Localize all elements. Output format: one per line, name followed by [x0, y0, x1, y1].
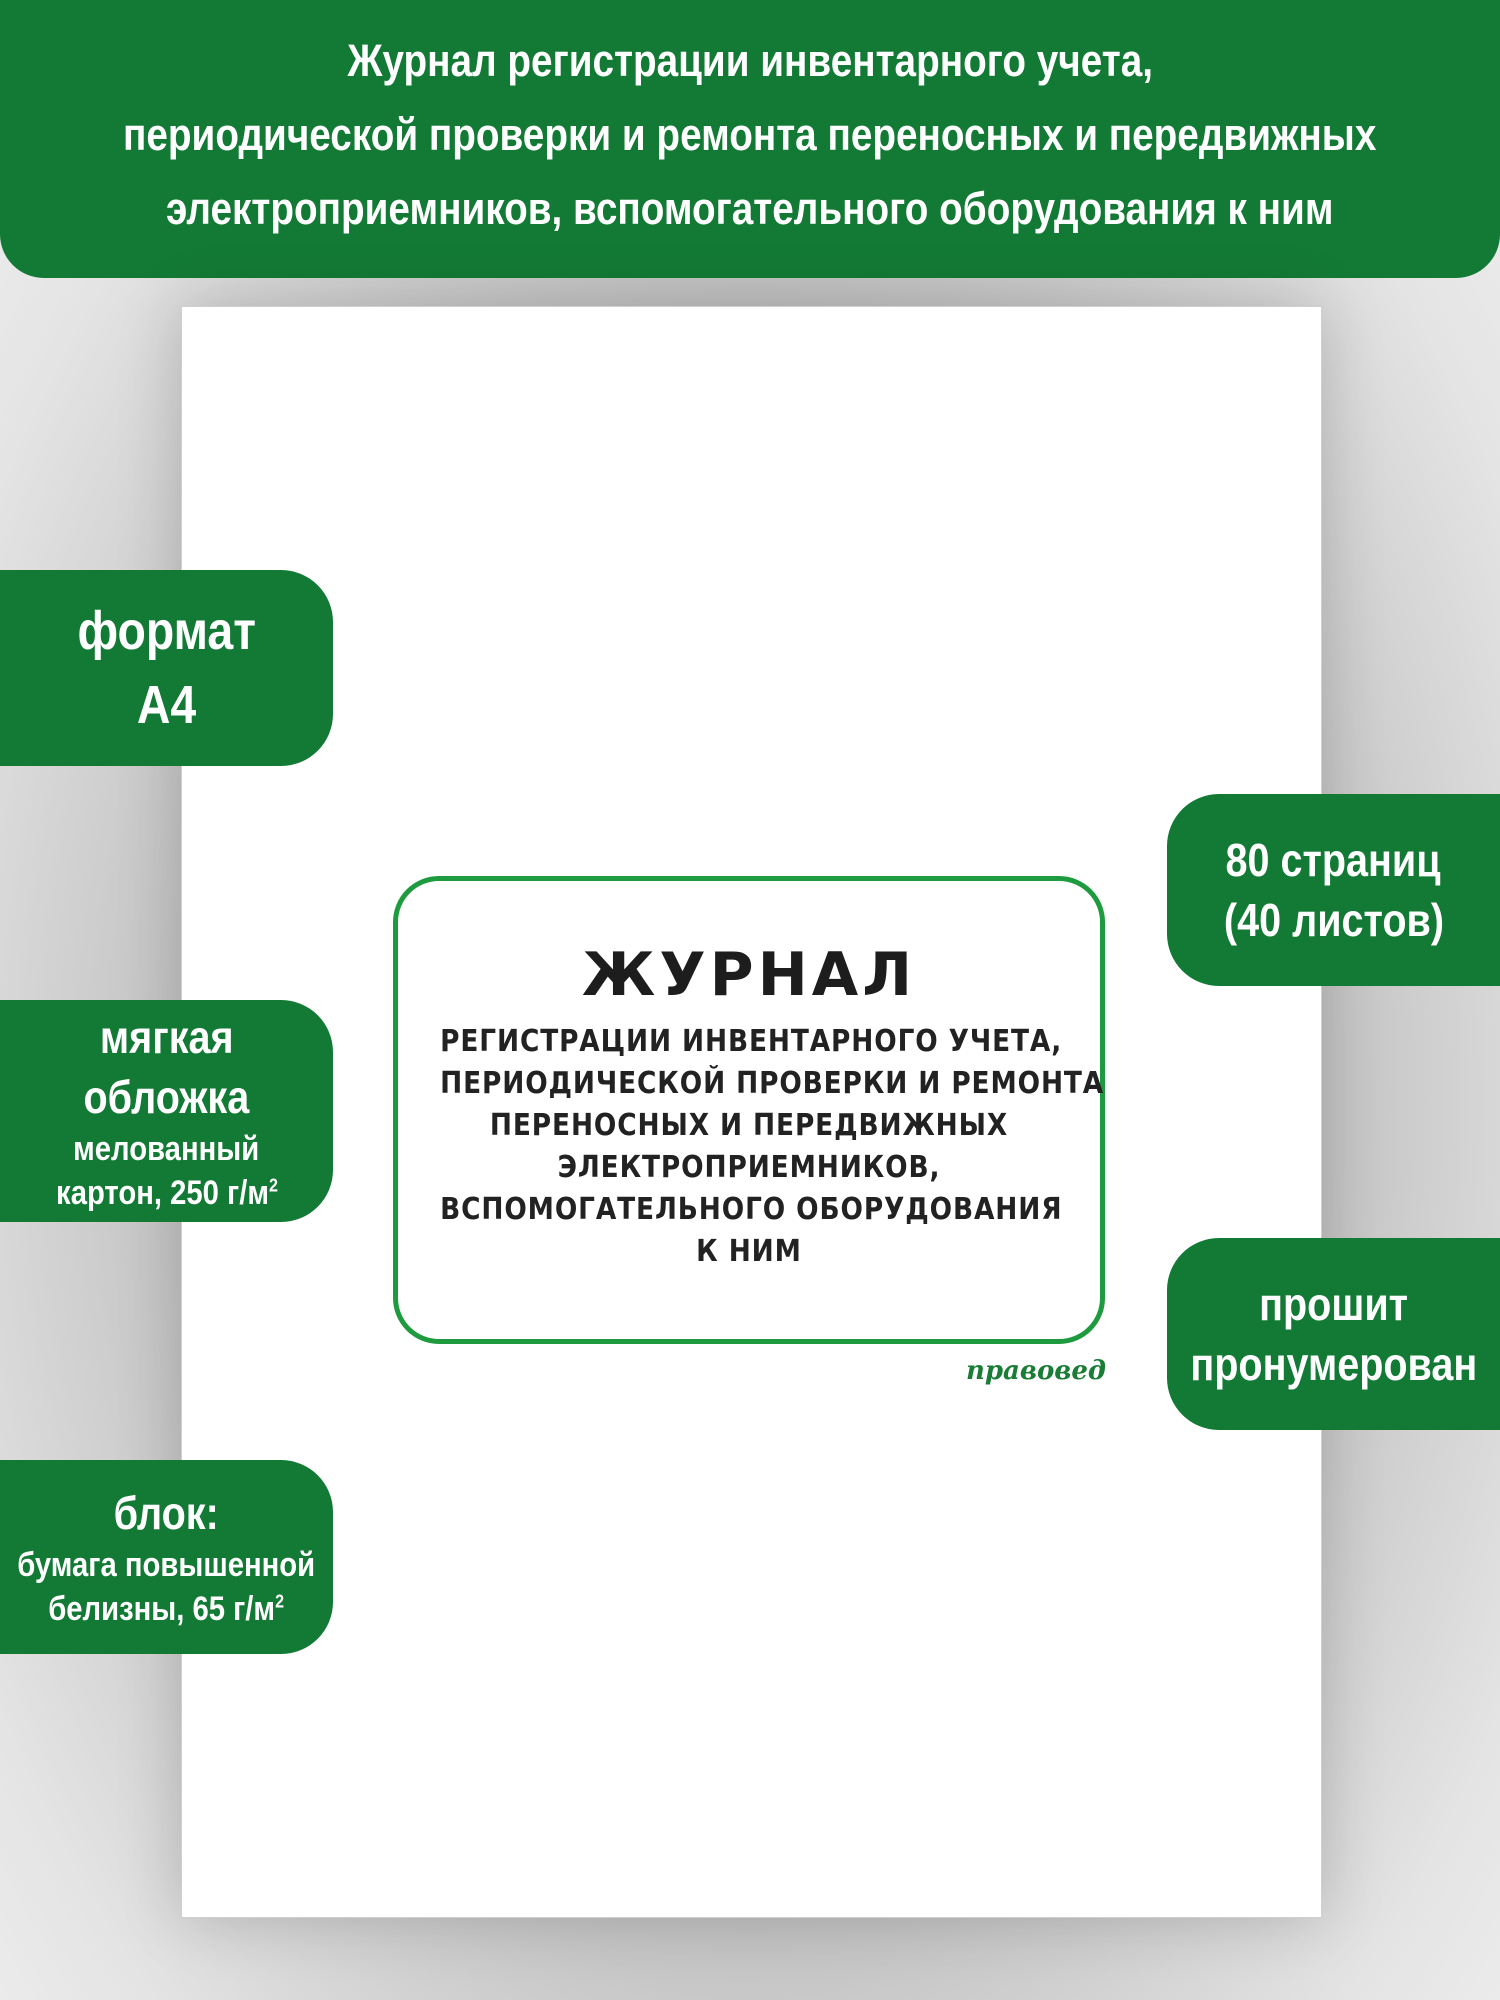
badge-block-line2: бумага повышенной	[17, 1546, 316, 1584]
badge-format-line1: формат	[77, 601, 256, 661]
cover-subtitle-line: К НИМ	[696, 1234, 802, 1269]
badge-binding-line1: прошит	[1259, 1278, 1408, 1330]
cover-title-frame	[393, 876, 1105, 1344]
badge-block-line3: белизны, 65 $г/м^2$	[48, 1590, 285, 1628]
title-line-1: Журнал регистрации инвентарного учета,	[347, 35, 1153, 86]
brand-logo-text: правовед	[965, 1356, 1106, 1386]
cover-subtitle-line: ВСПОМОГАТЕЛЬНОГО ОБОРУДОВАНИЯ	[440, 1192, 1063, 1227]
title-banner	[0, 0, 1500, 278]
cover-subtitle	[398, 1021, 1105, 1273]
cover-subtitle-line: РЕГИСТРАЦИИ ИНВЕНТАРНОГО УЧЕТА,	[440, 1024, 1063, 1059]
badge-format-line2: А4	[136, 675, 197, 735]
badge-pages-line2: (40 листов)	[1223, 894, 1444, 946]
badge-cover-line4: картон, 250 $г/м^2$	[55, 1174, 278, 1212]
badge-cover-type	[0, 1000, 333, 1222]
badge-cover-line2: обложка	[83, 1071, 250, 1123]
cover-subtitle-line: ПЕРЕНОСНЫХ И ПЕРЕДВИЖНЫХ	[489, 1108, 1009, 1143]
cover-subtitle-line: ПЕРИОДИЧЕСКОЙ ПРОВЕРКИ И РЕМОНТА	[440, 1066, 1105, 1101]
badge-cover-line3: мелованный	[73, 1130, 260, 1168]
title-line-3: электроприемников, вспомогательного оборудования к ним	[166, 183, 1334, 234]
cover-title: ЖУРНАЛ	[581, 940, 917, 1010]
badge-block	[0, 1460, 333, 1654]
cover-subtitle-line: ЭЛЕКТРОПРИЕМНИКОВ,	[557, 1150, 941, 1185]
title-line-2: периодической проверки и ремонта переносных и передвижных	[123, 109, 1377, 160]
badge-binding-line2: пронумерован	[1190, 1338, 1477, 1390]
badge-block-line1: блок:	[113, 1487, 220, 1539]
badge-cover-line1: мягкая	[99, 1011, 234, 1063]
badge-binding	[1167, 1238, 1500, 1430]
badge-pages	[1167, 794, 1500, 986]
badge-format	[0, 570, 333, 766]
badge-pages-line1: 80 страниц	[1225, 834, 1442, 886]
